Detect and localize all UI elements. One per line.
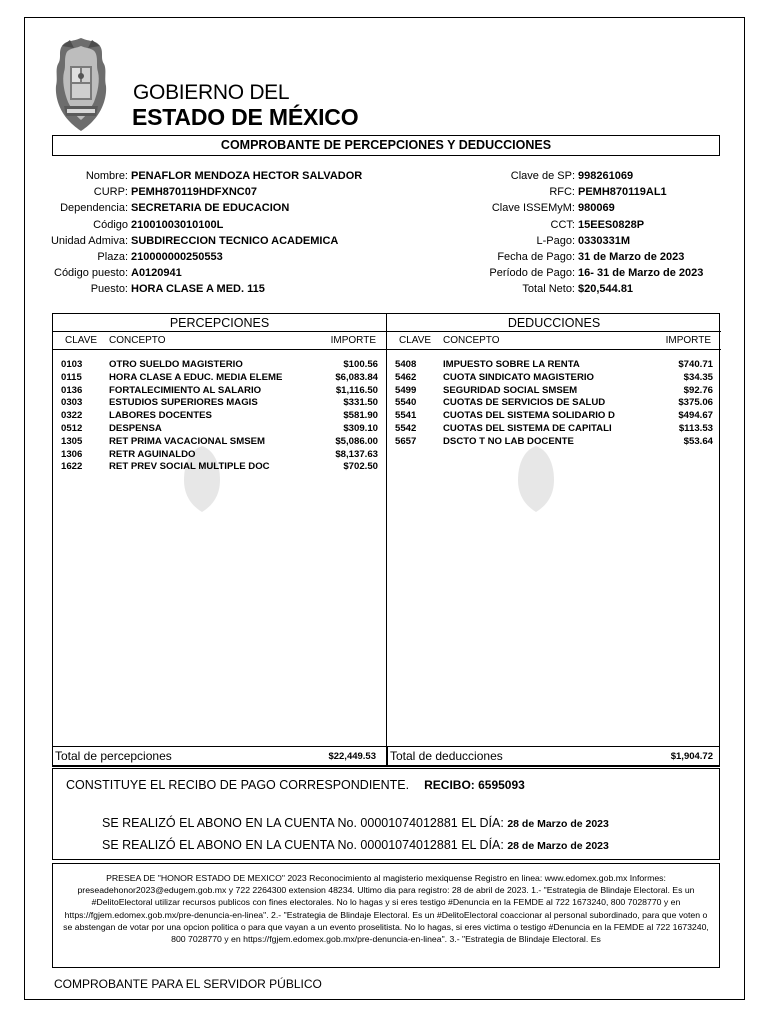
row-concepto: CUOTAS DE SERVICIOS DE SALUD [443, 397, 606, 409]
info-row [40, 168, 362, 184]
footer-text: COMPROBANTE PARA EL SERVIDOR PÚBLICO [54, 977, 322, 991]
info-value: A0120941 [131, 267, 182, 280]
row-clave: 5408 [395, 359, 417, 370]
info-label: Período de Pago: [489, 267, 575, 280]
info-value: 210000000250553 [131, 251, 223, 264]
info-value: 998261069 [578, 170, 634, 182]
row-importe: $581.90 [343, 410, 378, 422]
info-label: Fecha de Pago: [497, 251, 575, 264]
row-importe: $8,137.63 [335, 448, 378, 460]
row-clave: 5540 [395, 397, 417, 409]
table-row [387, 385, 721, 398]
table-row [387, 436, 721, 449]
row-clave: 0115 [61, 371, 82, 383]
total-percepciones-value: $22,449.53 [328, 751, 376, 762]
info-value: 21001003010100L [131, 218, 224, 231]
row-importe: $5,086.00 [335, 435, 378, 447]
table-row [387, 372, 721, 385]
document-title: COMPROBANTE DE PERCEPCIONES Y DEDUCCIONES [52, 135, 720, 156]
row-concepto: RET PRIMA VACACIONAL SMSEM [109, 435, 265, 447]
row-importe: $375.06 [678, 397, 713, 409]
row-clave: 0303 [61, 397, 83, 409]
row-concepto: CUOTAS DEL SISTEMA SOLIDARIO D [443, 410, 615, 422]
row-concepto: LABORES DOCENTES [109, 410, 212, 422]
percepciones-column-headers [53, 332, 386, 350]
table-row [53, 372, 386, 385]
info-label: Clave de SP: [510, 170, 575, 182]
row-clave: 5542 [395, 422, 417, 434]
info-label: Código puesto: [54, 267, 128, 280]
column-header-clave: CLAVE [399, 335, 432, 346]
column-header-clave: CLAVE [65, 335, 98, 346]
info-row [470, 200, 703, 216]
percepciones-rows [53, 350, 386, 474]
row-importe: $331.50 [343, 397, 378, 409]
deducciones-table [387, 314, 721, 766]
info-value: 980069 [578, 202, 615, 215]
row-importe: $92.76 [683, 384, 713, 396]
row-concepto: CUOTA SINDICATO MAGISTERIO [443, 371, 595, 383]
column-header-importe: IMPORTE [330, 335, 376, 346]
row-concepto: ESTUDIOS SUPERIORES MAGIS [109, 397, 258, 409]
info-label: Dependencia: [60, 202, 128, 215]
row-clave: 0103 [61, 359, 83, 370]
info-row [470, 168, 703, 184]
info-label: CCT: [550, 218, 575, 231]
info-row [470, 265, 703, 281]
row-importe: $1,116.50 [335, 384, 378, 396]
row-concepto: CUOTAS DEL SISTEMA DE CAPITALI [443, 422, 612, 434]
receipt-box [52, 768, 720, 860]
info-value: SUBDIRECCION TECNICO ACADEMICA [131, 234, 339, 247]
info-value: 0330331M [578, 234, 630, 247]
total-deducciones-value: $1,904.72 [670, 751, 713, 762]
row-concepto: OTRO SUELDO MAGISTERIO [109, 359, 243, 370]
info-value: PEMH870119HDFXNC07 [131, 186, 257, 199]
deposit-date: 28 de Marzo de 2023 [507, 818, 609, 830]
table-row [387, 423, 721, 436]
row-importe: $494.67 [678, 410, 713, 422]
government-name-line1: GOBIERNO DEL [133, 81, 290, 104]
info-row [470, 249, 703, 265]
row-concepto: RETR AGUINALDO [109, 448, 196, 460]
coat-of-arms-icon [52, 36, 110, 132]
watermark-coat-of-arms-icon [514, 444, 558, 514]
info-value: PENAFLOR MENDOZA HECTOR SALVADOR [131, 170, 363, 182]
column-header-importe: IMPORTE [665, 335, 711, 346]
totals-row [52, 746, 720, 766]
row-concepto: IMPUESTO SOBRE LA RENTA [443, 359, 580, 370]
deposit-line [102, 816, 609, 830]
row-concepto: RET PREV SOCIAL MULTIPLE DOC [109, 461, 270, 473]
table-row [387, 397, 721, 410]
row-concepto: DSCTO T NO LAB DOCENTE [443, 435, 574, 447]
row-importe: $53.64 [683, 435, 713, 447]
info-value: $20,544.81 [578, 283, 634, 296]
table-row [53, 423, 386, 436]
table-row [53, 436, 386, 449]
receipt-number: RECIBO: 6595093 [424, 778, 525, 792]
government-name-line2: ESTADO DE MÉXICO [132, 104, 359, 130]
percepciones-table [53, 314, 387, 766]
info-row [40, 281, 362, 297]
row-importe: $113.53 [678, 422, 713, 434]
info-row [40, 217, 362, 233]
table-row [387, 359, 721, 372]
total-percepciones-label: Total de percepciones [55, 749, 172, 763]
row-clave: 0322 [61, 410, 83, 422]
deposit-text: SE REALIZÓ EL ABONO EN LA CUENTA No. 00001074012881 EL DÍA: [102, 838, 504, 852]
row-importe: $6,083.84 [335, 371, 378, 383]
percepciones-header: PERCEPCIONES [53, 314, 386, 332]
row-clave: 1306 [61, 448, 83, 460]
info-label: CURP: [93, 186, 128, 199]
row-importe: $309.10 [343, 422, 378, 434]
row-clave: 0136 [61, 384, 83, 396]
column-header-concepto: CONCEPTO [443, 335, 500, 346]
info-label: Clave ISSEMyM: [491, 202, 575, 215]
total-deducciones-label: Total de deducciones [390, 749, 503, 763]
info-row [470, 184, 703, 200]
info-label: Nombre: [85, 170, 128, 182]
info-row [470, 233, 703, 249]
info-value: 31 de Marzo de 2023 [578, 251, 685, 264]
row-importe: $34.35 [683, 371, 713, 383]
row-concepto: DESPENSA [109, 422, 162, 434]
info-label: RFC: [549, 186, 575, 199]
info-value: PEMH870119AL1 [578, 186, 667, 199]
row-clave: 5657 [395, 435, 417, 447]
employee-info-right [470, 168, 703, 298]
receipt-line [66, 778, 525, 792]
row-clave: 1305 [61, 435, 83, 447]
deposit-text: SE REALIZÓ EL ABONO EN LA CUENTA No. 00001074012881 EL DÍA: [102, 816, 504, 830]
row-clave: 0512 [61, 422, 83, 434]
info-row [470, 217, 703, 233]
row-clave: 5462 [395, 371, 417, 383]
deducciones-header: DEDUCCIONES [387, 314, 721, 332]
info-value: SECRETARIA DE EDUCACION [131, 202, 290, 215]
info-row [40, 233, 362, 249]
deducciones-rows [387, 350, 721, 449]
table-row [53, 397, 386, 410]
deducciones-column-headers [387, 332, 721, 350]
table-row [387, 410, 721, 423]
row-importe: $702.50 [343, 461, 378, 473]
table-row [53, 461, 386, 474]
info-label: Total Neto: [522, 283, 575, 296]
row-importe: $740.71 [678, 359, 713, 370]
row-clave: 1622 [61, 461, 83, 473]
info-row [470, 281, 703, 297]
row-clave: 5541 [395, 410, 417, 422]
row-importe: $100.56 [343, 359, 378, 370]
row-clave: 5499 [395, 384, 417, 396]
table-row [53, 410, 386, 423]
table-row [53, 449, 386, 462]
info-label: Unidad Admiva: [50, 234, 128, 247]
info-row [40, 200, 362, 216]
notice-text: PRESEA DE "HONOR ESTADO DE MEXICO" 2023 Reconocimiento al magisterio mexiquense Registro en linea: www.edomex.gob.mx Informes: preseadehonor2023@edugem.gob.mx y 722 2264300 extension 48234. Ultimo dia para registro: 28 de abril de 2023. 1.- "Estrategia de Blindaje Electoral. Es un #DelitoElectoral utilizar recursos publicos con fines electorales. No lo hagas y si eres testigo #Denuncia en la FEMDE al 722 1673240, 800 7028770 y en https://fgjem.edomex.gob.mx/pre-denuncia-en-linea". 2.- "Estrategia de Blindaje Electoral. Es un #DelitoElectoral coaccionar al personal subordinado, para que voten o se abstengan de votar por una opcion politica o para que vayan a un evento proselitista. No lo hagas, si eres victima o testigo #Denuncia en la FEMDE al 722 1673240, 800 7028770 y en https://fgjem.edomex.gob.mx/pre-denuncia-en-linea". 3.- "Estrategia de Blindaje Electoral. Es [52, 863, 720, 968]
info-value: 16- 31 de Marzo de 2023 [578, 267, 704, 280]
table-row [53, 385, 386, 398]
employee-info-left [40, 168, 362, 298]
column-header-concepto: CONCEPTO [109, 335, 166, 346]
info-row [40, 184, 362, 200]
row-concepto: FORTALECIMIENTO AL SALARIO [109, 384, 262, 396]
info-value: HORA CLASE A MED. 115 [131, 283, 265, 296]
totals-divider [387, 747, 388, 765]
payroll-tables [52, 313, 720, 767]
info-value: 15EES0828P [578, 218, 645, 231]
info-label: L-Pago: [536, 234, 575, 247]
row-concepto: SEGURIDAD SOCIAL SMSEM [443, 384, 578, 396]
info-label: Plaza: [97, 251, 128, 264]
info-label: Código [93, 218, 128, 231]
info-label: Puesto: [90, 283, 128, 296]
table-row [53, 359, 386, 372]
deposit-date: 28 de Marzo de 2023 [507, 840, 609, 852]
info-row [40, 265, 362, 281]
deposit-line [102, 838, 609, 852]
row-concepto: HORA CLASE A EDUC. MEDIA ELEME [109, 371, 283, 383]
info-row [40, 249, 362, 265]
receipt-constituye-text: CONSTITUYE EL RECIBO DE PAGO CORRESPONDIENTE. [66, 778, 410, 792]
